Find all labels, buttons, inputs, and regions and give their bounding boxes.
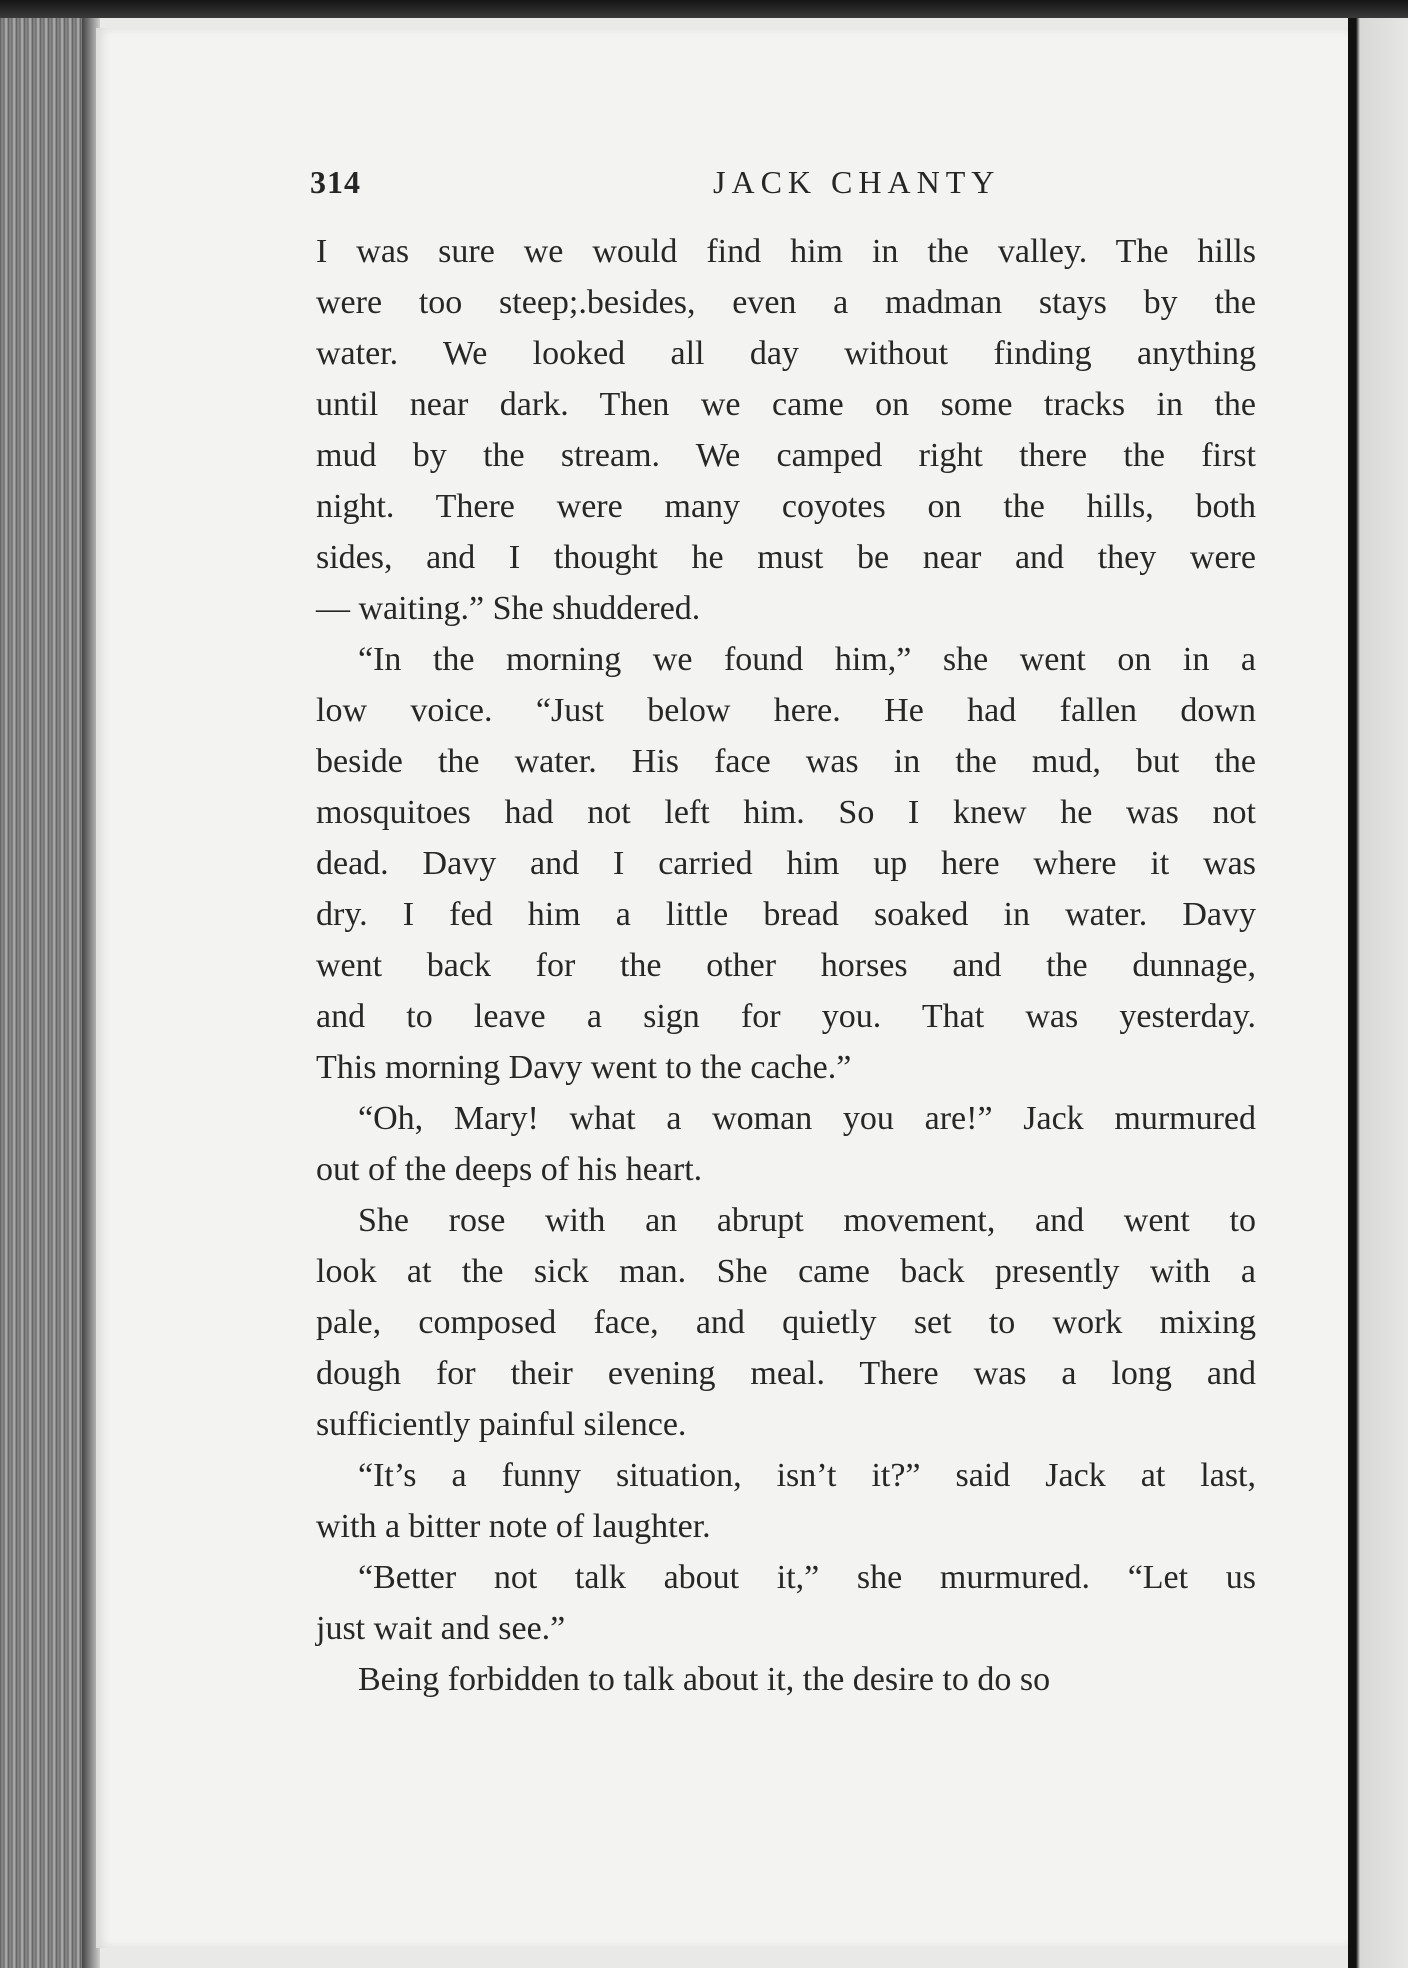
paragraph [316,1654,1256,1705]
text-line: “Better not talk about it,” she murmured. “Let us [358,1559,1256,1596]
text-line: dry. I fed him a little bread soaked in water. Davy [316,896,1256,933]
body-text [316,226,1256,1705]
text-line: went back for the other horses and the dunnage, [316,947,1256,984]
text-line: night. There were many coyotes on the hills, both [316,488,1256,525]
text-line: This morning Davy went to the cache.” [316,1049,852,1086]
paragraph [316,1552,1256,1654]
text-line: “In the morning we found him,” she went on in a [358,641,1256,678]
page-edges [0,0,95,1968]
text-line: mud by the stream. We camped right there the first [316,437,1256,474]
page-number: 314 [310,164,361,200]
paragraph [316,1450,1256,1552]
text-line: look at the sick man. She came back presently with a [316,1253,1256,1290]
text-line: just wait and see.” [316,1610,566,1647]
text-line: were too steep;.besides, even a madman stays by the [316,284,1256,321]
text-line: and to leave a sign for you. That was yesterday. [316,998,1256,1035]
text-line: until near dark. Then we came on some tracks in the [316,386,1256,423]
paragraph [316,1093,1256,1195]
page-header [218,164,1218,214]
paragraph [316,226,1256,634]
text-line: beside the water. His face was in the mud, but the [316,743,1256,780]
text-line: with a bitter note of laughter. [316,1508,711,1545]
text-line: “It’s a funny situation, isn’t it?” said Jack at last, [358,1457,1256,1494]
text-line: “Oh, Mary! what a woman you are!” Jack murmured [358,1100,1256,1137]
text-line: dough for their evening meal. There was a long and [316,1355,1256,1392]
text-line: She rose with an abrupt movement, and went to [358,1202,1256,1239]
text-line: Being forbidden to talk about it, the desire to do so [358,1661,1051,1698]
text-line: mosquitoes had not left him. So I knew he was not [316,794,1256,831]
text-line: out of the deeps of his heart. [316,1151,703,1188]
text-line: sides, and I thought he must be near and they were [316,539,1256,576]
text-line: low voice. “Just below here. He had fallen down [316,692,1256,729]
text-line: pale, composed face, and quietly set to work mixing [316,1304,1256,1341]
text-line: I was sure we would find him in the valley. The hills [316,233,1256,270]
text-line: sufficiently painful silence. [316,1406,687,1443]
scan-top-edge [0,0,1408,18]
paragraph [316,1195,1256,1450]
paragraph [316,634,1256,1093]
text-line: water. We looked all day without finding anything [316,335,1256,372]
running-title: JACK CHANTY [713,164,1001,200]
text-line: dead. Davy and I carried him up here where it was [316,845,1256,882]
text-line: — waiting.” She shuddered. [316,590,701,627]
facing-page-edge [1348,0,1408,1968]
